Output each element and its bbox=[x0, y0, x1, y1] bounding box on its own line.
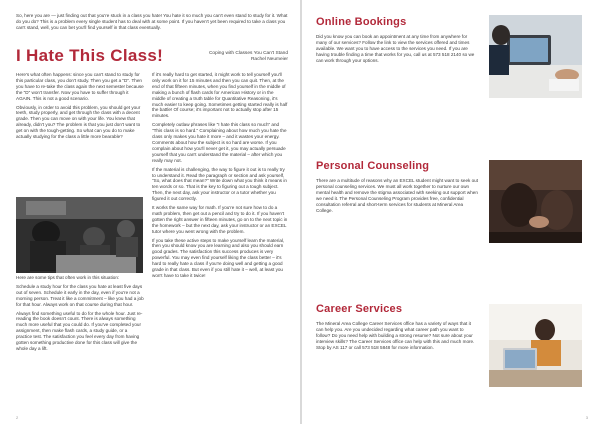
paragraph: If you take these active steps to make yourself learn the material, then you should know you are learning and also you should earn good grades. The satisfaction this success produces is very powerful. You may even find yourself liking the class better – it's hard to really hate a class if you're doing well and getting a good grade in that class. But even if you still hate it – well, at least you won't have to take it twice! bbox=[152, 237, 285, 278]
column-1-bottom bbox=[16, 275, 144, 355]
paragraph: Completely outlaw phrases like "I hate this class so much" and "This class is so hard." Complaining about how much you hate the class only makes you hate it more – and it wastes your energy. Comments about how the subject is so hard are worse. If you complain about how you'll never get it, you may actually persuade yourself that you can't understand the material – after which you really may not. bbox=[152, 122, 287, 163]
section-heading-personal-counseling: Personal Counseling bbox=[316, 160, 430, 172]
page-number: 3 bbox=[585, 415, 588, 420]
paragraph: Obviously, in order to avoid this problem, you should get your teeth, study properly, and get through the class with a decent grade. Then you can move on with your life. You knew that already, didn't you? The problem is that you just don't want to get on with the tough-getting. So what can you do to make actually studying for the class a little more bearable? bbox=[16, 104, 141, 140]
article-title: I Hate This Class! bbox=[16, 46, 164, 65]
intro-paragraph: So, here you are — just finding out that you're stuck in a class you hate! You hate it so much you can't even stand to study for it. What do you do? This is a problem every single student has to deal with at some point. If you haven't yet been required to take a class you can't stand, well, you can bet you'll find yourself in that class eventually. bbox=[16, 13, 288, 30]
paragraph: Here's what often happens: since you can't stand to study for this particular class, you don't study. Then you get a "D". Then you have to re-take the class again the next semester because the "D" won't transfer. Now you have to suffer through it AGAIN. This is not a good scenario. bbox=[16, 72, 144, 101]
classroom-photo bbox=[16, 197, 143, 273]
section-body-career-services: The Mineral Area College Career Services office has a variety of ways that it can help you. Are you undecided regarding what career path you want to follow? Do you need help with building a strong resume? Not sure about your interview skills? The Career Services office can help with this and much more. Stop by AS 117 or call 573 518 5848 for more information. bbox=[316, 321, 475, 350]
column-1-top bbox=[16, 72, 144, 143]
career-laptop-photo bbox=[489, 304, 582, 387]
paragraph: If it's really hard to get started, it might work to tell yourself you'll only work on it for 15 minutes and then you can quit. Then, at the end of that fifteen minutes, when you find yourself in the middle of making a bunch of flash cards for American History or in the middle of creating a truth table for Quantitative Reasoning, it's much easier to keep going. Sometimes getting started really is half the battle! Of course; it's important not to actually stop after 15 minutes. bbox=[152, 72, 288, 119]
section-body-personal-counseling: There are a multitude of reasons why an EXCEL student might want to seek out personal counseling services. We must all work together to nurture our own mental health and remove the stigma associated with seeking out support when we need it. The Personal Counseling Program provides free, confidential consultation referral and short-term services for students at Mineral Area College. bbox=[316, 178, 478, 213]
byline bbox=[196, 51, 288, 63]
section-heading-career-services: Career Services bbox=[316, 303, 403, 315]
paragraph: Schedule a study hour for the class you hate at least five days out of seven. Schedule it early in the day, even if you're not a morning person. Treat it like a commitment – like you had a job for that hour. Always work on that course during that hour. bbox=[16, 283, 144, 307]
paragraph: If the material is challenging, the way to figure it out is to really try to understand it. Read the paragraph or section and ask yourself, "So, what does that mean?" Write down what you think it means in ten words or so. That is the key to figuring out a tough subject. Then, the next day, ask your instructor or a tutor whether you figured it out correctly. bbox=[152, 166, 287, 202]
page-number: 2 bbox=[16, 415, 19, 420]
section-body-online-bookings: Did you know you can book an appointment at any time from anywhere for many of our services? Follow the link to view the services offered and times available. We want you to have access to the services you need. If you are having trouble finding a time that works for you, call us at 573 518 2140 so we can work through your options. bbox=[316, 34, 475, 63]
column-2 bbox=[152, 72, 288, 282]
section-heading-online-bookings: Online Bookings bbox=[316, 16, 407, 28]
laptop-meeting-photo bbox=[489, 15, 582, 98]
paragraph: It works the same way for math. If you're not sure how to do a math problem, then get out a pencil and try to do it. If you haven't gotten the right answer in fifteen minutes, go on to the next topic in the homework – but the next day, ask your instructor or an EXCEL tutor where you went wrong with the problem. bbox=[152, 205, 288, 234]
counseling-photo bbox=[489, 160, 582, 243]
byline-author: Rachel Neumeier bbox=[250, 57, 288, 62]
paragraph: Always find something useful to do for the whole hour. Just re-reading the book doesn't count. There is always something much more useful that you could do. If you've completed your assignment, then make flash cards, a study guide, or a practice test. The satisfaction you feel every day from having gotten something productive done for this class will give the whole day a lift. bbox=[16, 310, 143, 351]
paragraph: Here are some tips that often work in this situation: bbox=[16, 275, 120, 280]
byline-subtitle: Coping with Classes You Can't Stand bbox=[208, 51, 288, 56]
